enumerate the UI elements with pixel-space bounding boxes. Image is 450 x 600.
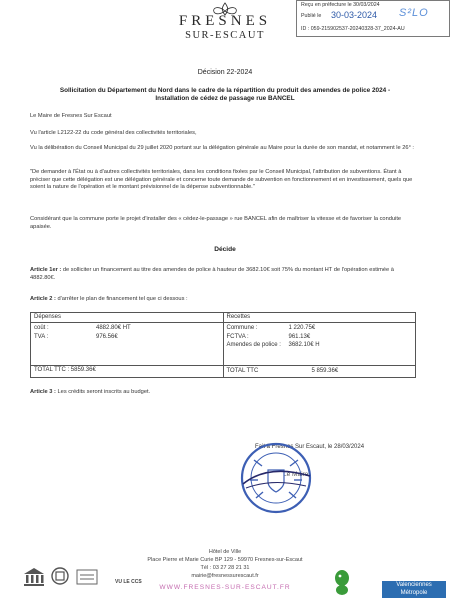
article-2	[30, 296, 415, 304]
article-3	[30, 389, 415, 397]
recette-row: Commune : 1 220.75€	[226, 325, 316, 331]
green-character-logo-icon	[332, 568, 352, 596]
article-3-text: Les crédits seront inscrits au budget.	[57, 389, 151, 395]
header-recettes: Recettes	[223, 313, 416, 323]
article-1-text: de solliciter un financement au titre des amendes de police à hauteur de 3682.10€ soit 75% du montant HT de l'opération estimée à 4882.80€.	[30, 267, 394, 281]
logo-subtitle: SUR-ESCAUT	[185, 30, 265, 41]
vu-article: Vu l'article L2122-22 du code général des collectivités territoriales,	[30, 130, 197, 136]
subject-line-2: Installation de cédez de passage rue BANCEL	[155, 95, 295, 103]
valenciennes-subtitle: Métropole	[400, 590, 428, 596]
vu-deliberation: Vu la délibération du Conseil Municipal du 29 juillet 2020 portant sur la délégation générale au Maire pour la durée de son mandat, et notamment le 26° :	[30, 145, 415, 151]
depense-row: coût : 4882.80€ HT	[34, 325, 131, 331]
prefecture-stamp	[296, 0, 450, 37]
article-1-label: Article 1er :	[30, 267, 62, 273]
footer-line-1: Hôtel de Ville	[208, 549, 242, 555]
stamp-published-label: Publié le	[301, 13, 322, 19]
depense-row: TVA : 976.56€	[34, 333, 118, 340]
partner-logo-icon	[76, 568, 98, 586]
footer-email: mairie@fresnessurescaut.fr	[191, 573, 259, 579]
footer-address: Place Pierre et Marie Curie BP 129 - 59970 Fresnes-sur-Escaut	[147, 557, 303, 563]
depenses-total: TOTAL TTC : 5859.36€	[31, 366, 224, 378]
financing-table	[30, 312, 416, 378]
slo-logo: S²LO	[399, 7, 429, 19]
footer-phone: Tél : 03 27 28 21 31	[200, 565, 250, 571]
recettes-cell	[223, 323, 416, 366]
decision-subject	[30, 87, 420, 104]
stamp-published-date: 30-03-2024	[331, 10, 378, 20]
valenciennes-logo	[382, 581, 446, 598]
article-2-text: d'arrêter le plan de financement tel que ci dessous :	[57, 296, 188, 302]
recettes-total: TOTAL TTC 5 859.36€	[223, 366, 416, 378]
depenses-cell	[31, 323, 224, 366]
article-1	[30, 267, 415, 282]
intro-text: Le Maire de Fresnes Sur Escaut	[30, 113, 112, 119]
municipal-seal-icon	[238, 440, 314, 516]
signature-place-date: Fait à Fresnes Sur Escaut, le 28/03/2024	[255, 444, 365, 450]
signature-title: Le Maire,	[283, 471, 311, 478]
article-3-label: Article 3 :	[30, 389, 56, 395]
stamp-received: Reçu en préfecture le 30/03/2024	[301, 2, 380, 8]
decide-heading: Décide	[214, 246, 236, 253]
valenciennes-title: Valenciennes	[396, 582, 432, 588]
delegation-quote: "De demander à l'État ou à d'autres collectivités territoriales, dans les conditions fixées par le Conseil Municipal, l'attribution de subventions. Étant à préciser que cette délégation est une délégation générale et concerne toute demande de subvention en fonctionnement et en investissement, quels que soient la nature de l'opération et le montant prévisionnel de la dépense subventionnable."	[30, 169, 413, 191]
header-depenses: Dépenses	[31, 313, 224, 323]
heritage-logo-icon	[50, 566, 70, 586]
considerant-text: Considérant que la commune porte le projet d'installer des « cédez-le-passage » rue BANCEL afin de maîtriser la vitesse et de favoriser la conduite apaisée.	[30, 216, 402, 230]
vu-label: VU LE CCS	[115, 579, 142, 585]
stamp-id: ID : 059-215902537-20240328-37_2024-AU	[301, 26, 405, 32]
article-2-label: Article 2 :	[30, 296, 56, 302]
recette-row: Amendes de police : 3682.10€ H	[226, 342, 320, 349]
footer-website-link[interactable]: WWW.FRESNES-SUR-ESCAUT.FR	[159, 584, 291, 591]
decision-number: Décision 22-2024	[197, 69, 253, 76]
unesco-logo-icon	[22, 566, 46, 588]
recette-row: FCTVA : 961.13€	[226, 333, 311, 340]
subject-line-1: Sollicitation du Département du Nord dans le cadre de la répartition du produit des amendes de police 2024 -	[59, 87, 391, 94]
logo-title: FRESNES	[178, 13, 272, 29]
